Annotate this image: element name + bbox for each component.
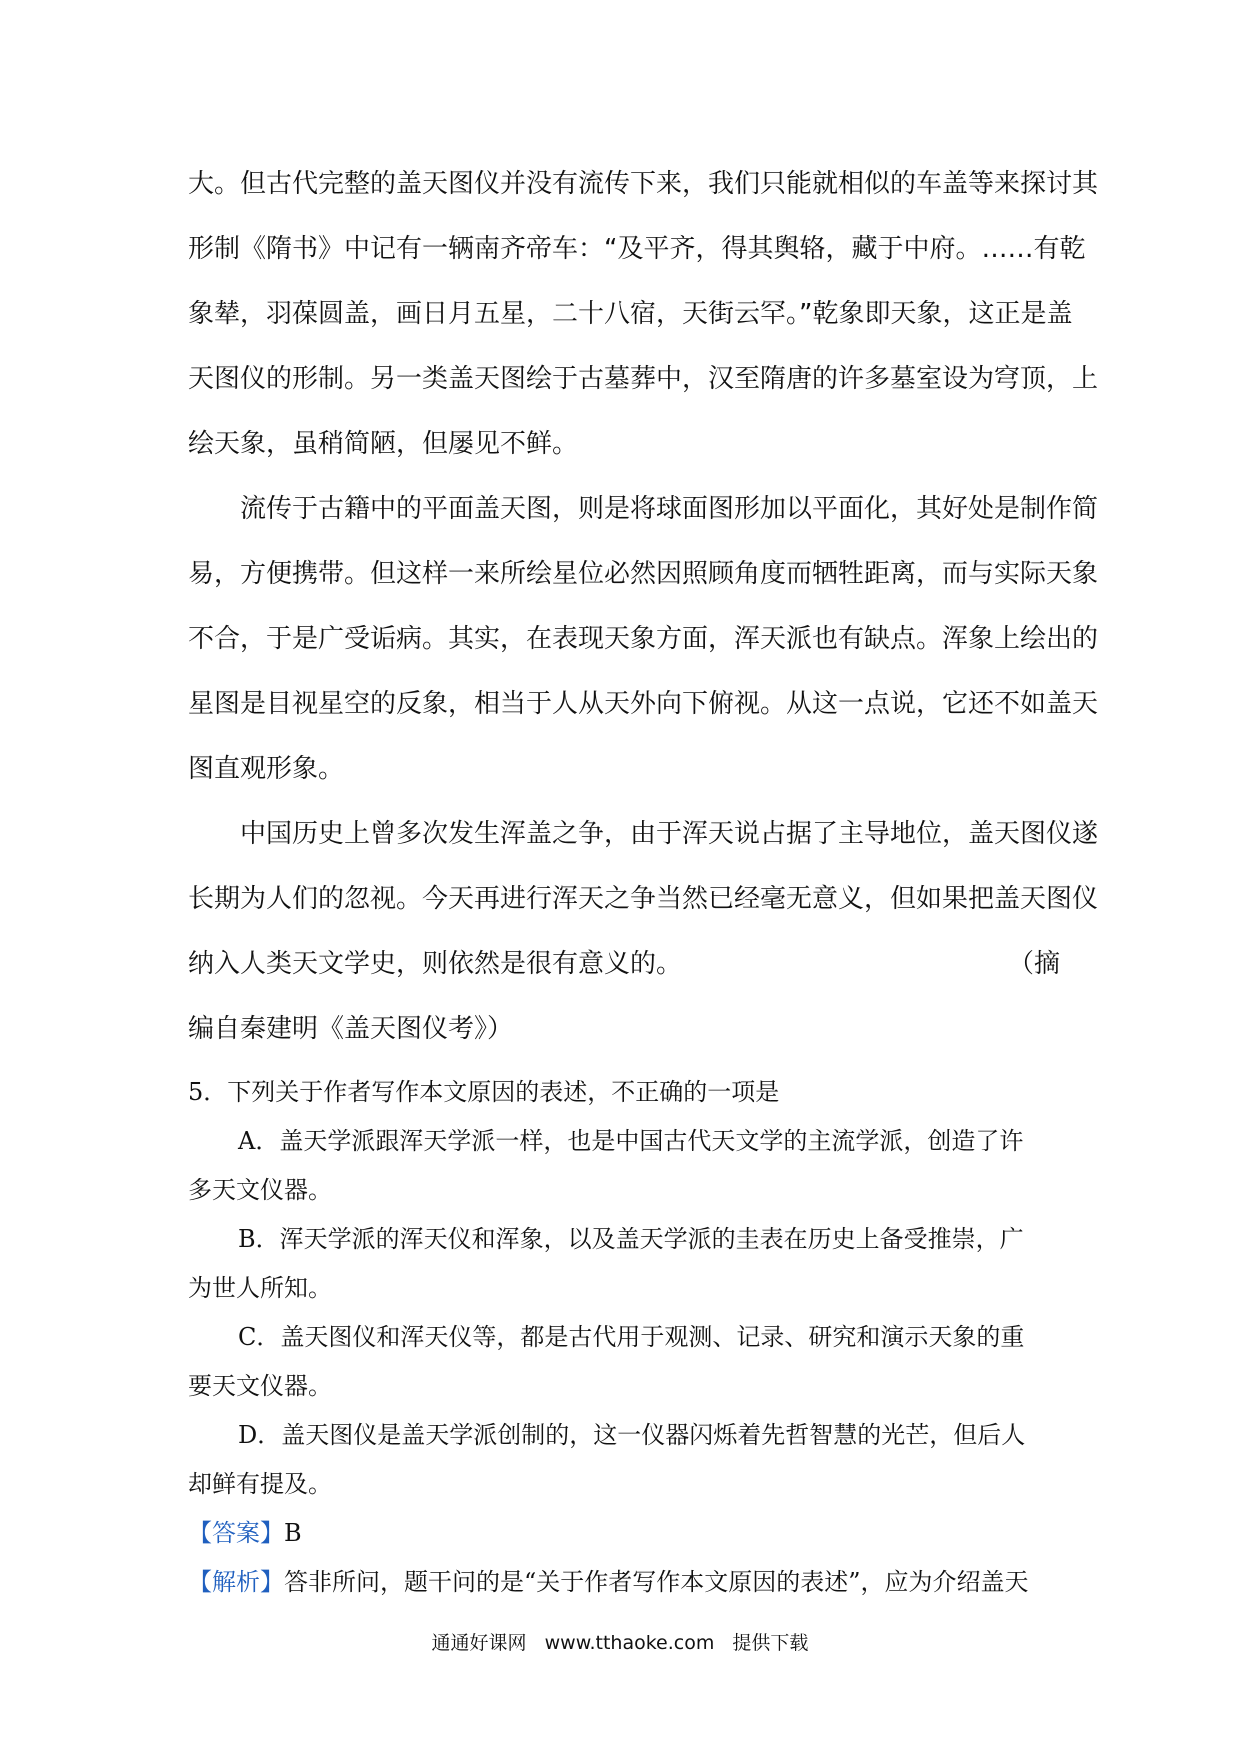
passage-line: [188, 932, 1060, 997]
option-c-cont: 要天文仪器。: [188, 1372, 332, 1400]
analysis-text: 答非所问，题干问的是“关于作者写作本文原因的表述”，应为介绍盖天: [284, 1568, 1029, 1596]
passage-body: [188, 152, 1099, 1062]
passage-line: 大。但古代完整的盖天图仪并没有流传下来，我们只能就相似的车盖等来探讨其: [188, 169, 1099, 199]
passage-line: 绘天象，虽稍简陋，但屡见不鲜。: [188, 429, 579, 459]
passage-line: 流传于古籍中的平面盖天图，则是将球面图形加以平面化，其好处是制作简: [240, 494, 1099, 524]
question-block: [188, 1068, 1060, 1607]
passage-line: 形制《隋书》中记有一辆南齐帝车：“及平齐，得其舆辂，藏于中府。……有乾: [188, 234, 1086, 264]
analysis-line: [188, 1558, 1060, 1607]
source-note: 编自秦建明《盖天图仪考》）: [188, 1014, 514, 1044]
passage-line: 象辇，羽葆圆盖，画日月五星，二十八宿，天街云罕。”乾象即天象，这正是盖: [188, 299, 1073, 329]
answer-tag: 【答案】: [188, 1519, 284, 1547]
answer-line: [188, 1509, 1060, 1558]
footer-note: 提供下载: [732, 1632, 809, 1654]
option-b-cont: 为世人所知。: [188, 1274, 332, 1302]
option-a: A．盖天学派跟浑天学派一样，也是中国古代天文学的主流学派，创造了许: [238, 1127, 1024, 1155]
page-footer: [0, 1628, 1240, 1655]
passage-line: 图直观形象。: [188, 754, 345, 784]
analysis-tag: 【解析】: [188, 1568, 284, 1596]
option-d-cont: 却鲜有提及。: [188, 1470, 332, 1498]
passage-line: 长期为人们的忽视。今天再进行浑天之争当然已经毫无意义，但如果把盖天图仪: [188, 884, 1099, 914]
option-d: D．盖天图仪是盖天学派创制的，这一仪器闪烁着先哲智慧的光芒，但后人: [238, 1421, 1026, 1449]
answer-value: B: [284, 1519, 302, 1547]
option-b: B．浑天学派的浑天仪和浑象，以及盖天学派的圭表在历史上备受推崇，广: [238, 1225, 1024, 1253]
passage-line: 星图是目视星空的反象，相当于人从天外向下俯视。从这一点说，它还不如盖天: [188, 689, 1099, 719]
passage-line-text: 纳入人类天文学史，则依然是很有意义的。: [188, 949, 683, 979]
option-a-cont: 多天文仪器。: [188, 1176, 332, 1204]
source-note-start: （摘: [1007, 949, 1060, 979]
passage-line: 天图仪的形制。另一类盖天图绘于古墓葬中，汉至隋唐的许多墓室设为穹顶，上: [188, 364, 1099, 394]
passage-line: 易，方便携带。但这样一来所绘星位必然因照顾角度而牺牲距离，而与实际天象: [188, 559, 1099, 589]
footer-site: 通通好课网: [431, 1632, 527, 1654]
passage-line: 中国历史上曾多次发生浑盖之争，由于浑天说占据了主导地位，盖天图仪遂: [240, 819, 1099, 849]
question-stem: 5．下列关于作者写作本文原因的表述，不正确的一项是: [188, 1078, 780, 1106]
option-c: C．盖天图仪和浑天仪等，都是古代用于观测、记录、研究和演示天象的重: [238, 1323, 1025, 1351]
footer-url[interactable]: www.tthaoke.com: [544, 1632, 715, 1654]
passage-line: 不合，于是广受诟病。其实，在表现天象方面，浑天派也有缺点。浑象上绘出的: [188, 624, 1099, 654]
